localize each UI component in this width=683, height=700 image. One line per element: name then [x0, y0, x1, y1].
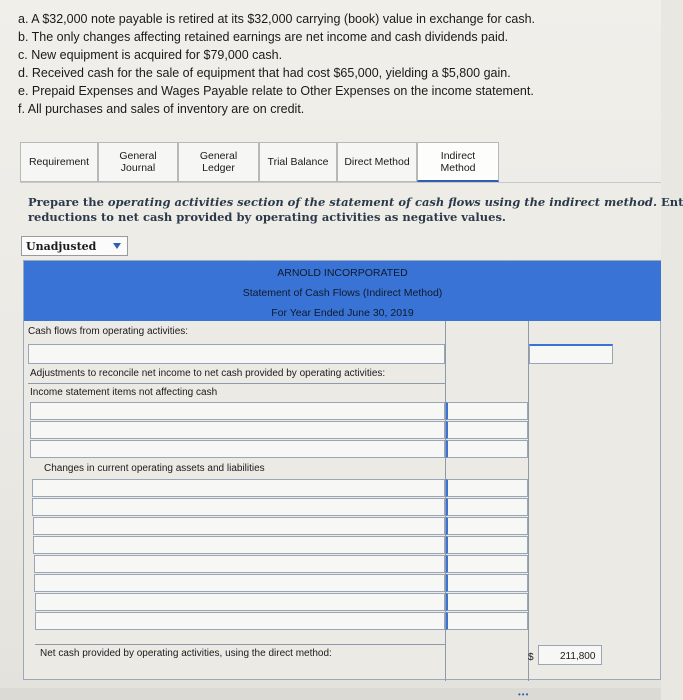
chevron-down-icon: [113, 243, 121, 249]
statement-header: [24, 261, 661, 321]
net-income-label-input[interactable]: [28, 344, 445, 364]
tab-direct-method[interactable]: Direct Method: [337, 142, 417, 182]
company-name: ARNOLD INCORPORATED: [277, 267, 408, 279]
note-e: e. Prepaid Expenses and Wages Payable relate to Other Expenses on the income statement.: [18, 84, 534, 98]
adjustment-row-1-label[interactable]: [30, 402, 445, 420]
change-row-1-amount[interactable]: [446, 479, 528, 497]
note-b: b. The only changes affecting retained earnings are net income and cash dividends paid.: [18, 30, 509, 44]
change-row-2-label[interactable]: [32, 498, 445, 516]
view-select[interactable]: [21, 236, 128, 256]
change-row-7-amount[interactable]: [446, 593, 528, 611]
instructions: [28, 195, 683, 225]
tab-requirement[interactable]: Requirement: [20, 142, 98, 182]
tab-divider: [20, 182, 661, 183]
more-icon[interactable]: •••: [518, 690, 530, 699]
view-select-value: Unadjusted: [26, 239, 97, 253]
net-cash-value: 211,800: [560, 651, 596, 662]
instructions-tail: Ent: [656, 195, 683, 209]
changes-label: Changes in current operating assets and liabilities: [44, 463, 265, 474]
net-cash-currency: $: [528, 652, 534, 663]
change-row-5-label[interactable]: [34, 555, 445, 573]
change-row-4-label[interactable]: [33, 536, 445, 554]
cash-flow-worksheet: [23, 260, 661, 680]
footer-bar: [0, 688, 661, 700]
tab-general-journal[interactable]: General Journal: [98, 142, 178, 182]
change-row-3-label[interactable]: [33, 517, 445, 535]
statement-title: Statement of Cash Flows (Indirect Method): [242, 287, 443, 299]
change-row-5-amount[interactable]: [446, 555, 528, 573]
tab-general-ledger[interactable]: General Ledger: [178, 142, 259, 182]
cash-flows-label: Cash flows from operating activities:: [28, 326, 189, 337]
instructions-lead: Prepare the: [28, 195, 108, 209]
adjustments-label: Adjustments to reconcile net income to net cash provided by operating activities:: [30, 368, 386, 379]
note-c: c. New equipment is acquired for $79,000 cash.: [18, 48, 283, 62]
adjustment-row-3-label[interactable]: [30, 440, 445, 458]
net-income-amount-input[interactable]: [529, 344, 613, 364]
statement-period: For Year Ended June 30, 2019: [271, 307, 414, 319]
instructions-line2: reductions to net cash provided by operating activities as negative values.: [28, 210, 506, 224]
row-divider: [28, 383, 445, 384]
tab-trial-balance[interactable]: Trial Balance: [259, 142, 337, 182]
change-row-8-amount[interactable]: [446, 612, 528, 630]
income-items-label: Income statement items not affecting cash: [30, 387, 218, 398]
change-row-8-label[interactable]: [35, 612, 445, 630]
tab-indirect-method[interactable]: Indirect Method: [417, 142, 499, 182]
adjustment-row-2-label[interactable]: [30, 421, 445, 439]
change-row-2-amount[interactable]: [446, 498, 528, 516]
adjustment-row-1-amount[interactable]: [446, 402, 528, 420]
adjustment-row-2-amount[interactable]: [446, 421, 528, 439]
change-row-3-amount[interactable]: [446, 517, 528, 535]
adjustment-row-3-amount[interactable]: [446, 440, 528, 458]
column-divider-2: [528, 321, 529, 681]
note-f: f. All purchases and sales of inventory are on credit.: [18, 102, 305, 116]
change-row-6-amount[interactable]: [446, 574, 528, 592]
net-row-divider: [35, 644, 445, 645]
tab-bar: [20, 142, 499, 184]
change-row-1-label[interactable]: [32, 479, 445, 497]
instructions-emphasis: operating activities section of the statement of cash flows using the indirect method.: [107, 195, 657, 209]
problem-notes: [18, 10, 658, 118]
change-row-4-amount[interactable]: [446, 536, 528, 554]
change-row-7-label[interactable]: [35, 593, 445, 611]
note-a: a. A $32,000 note payable is retired at its $32,000 carrying (book) value in exchange for cash.: [18, 12, 535, 26]
change-row-6-label[interactable]: [34, 574, 445, 592]
note-d: d. Received cash for the sale of equipment that had cost $65,000, yielding a $5,800 gain.: [18, 66, 511, 80]
net-cash-label: Net cash provided by operating activities, using the direct method:: [40, 648, 332, 659]
